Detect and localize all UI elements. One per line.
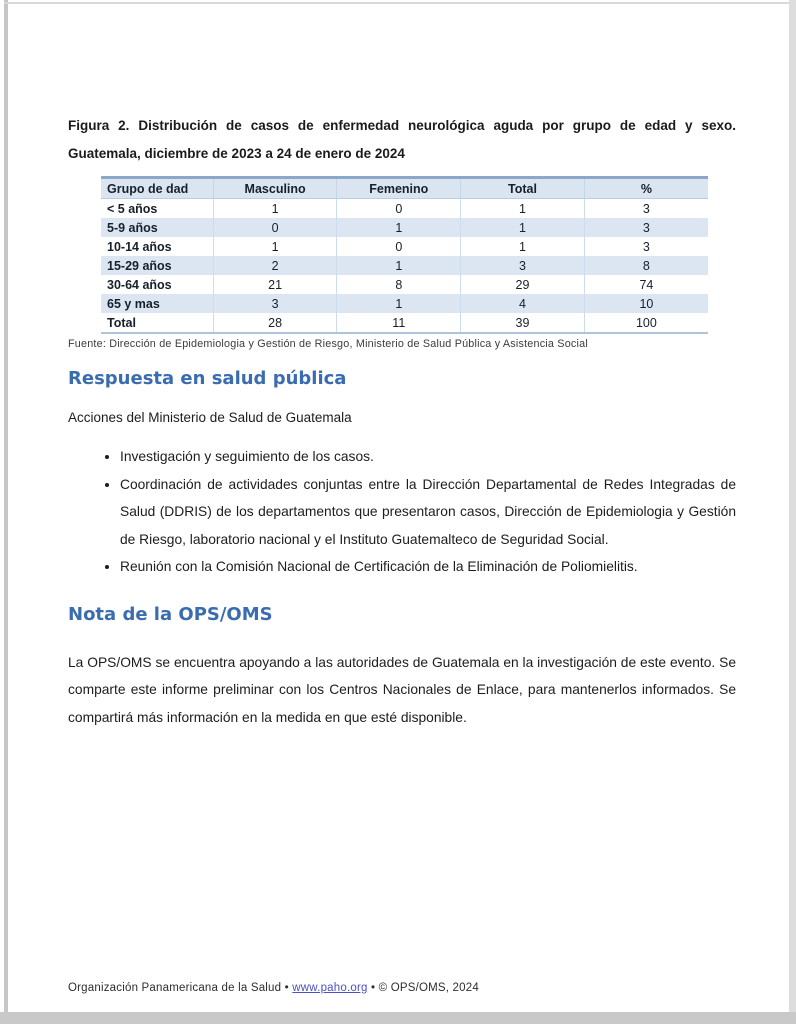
paho-link[interactable]: www.paho.org — [292, 982, 368, 994]
column-header-femenino: Femenino — [337, 178, 461, 199]
column-header-masculino: Masculino — [213, 178, 337, 199]
table-cell: 8 — [337, 275, 461, 294]
table-cell: 1 — [461, 237, 585, 256]
cases-table — [101, 176, 708, 334]
table-row — [101, 237, 708, 256]
document-page — [68, 0, 736, 731]
bullet-list — [68, 443, 736, 581]
table-cell: 3 — [584, 218, 708, 237]
table-row — [101, 275, 708, 294]
page-footer — [68, 982, 479, 994]
table-cell: 3 — [461, 256, 585, 275]
section-heading-respuesta: Respuesta en salud pública — [68, 368, 347, 389]
table-cell: 3 — [584, 199, 708, 219]
table-cell: 29 — [461, 275, 585, 294]
table-source: Fuente: Dirección de Epidemiologia y Gestión de Riesgo, Ministerio de Salud Pública y Asistencia Social — [68, 338, 588, 350]
table-cell: 15-29 años — [107, 258, 172, 273]
table-cell: 3 — [584, 237, 708, 256]
column-header-total: Total — [461, 178, 585, 199]
cases-table-wrapper — [101, 176, 708, 334]
table-cell: 65 y mas — [107, 296, 160, 311]
footer-copyright: © OPS/OMS, 2024 — [378, 982, 479, 994]
table-row — [101, 294, 708, 313]
table-cell: 5-9 años — [107, 220, 158, 235]
table-row — [101, 218, 708, 237]
table-cell: 21 — [213, 275, 337, 294]
figure-title: Figura 2. Distribución de casos de enfermedad neurológica aguda por grupo de edad y sexo. Guatemala, diciembre de 2023 a 24 de enero de 2024 — [68, 118, 736, 161]
table-row — [101, 256, 708, 275]
table-cell: 10-14 años — [107, 239, 172, 254]
table-header-row — [101, 178, 708, 199]
table-cell: 0 — [213, 218, 337, 237]
table-row-total — [101, 313, 708, 333]
table-cell: 8 — [584, 256, 708, 275]
column-header-percent: % — [584, 178, 708, 199]
page-edge-right — [789, 0, 796, 1024]
table-cell: 11 — [337, 313, 461, 333]
table-cell: 0 — [337, 199, 461, 219]
table-cell: 1 — [213, 237, 337, 256]
table-cell: 1 — [337, 294, 461, 313]
table-cell: 4 — [461, 294, 585, 313]
table-cell: 100 — [584, 313, 708, 333]
table-cell: Total — [107, 315, 136, 330]
footer-separator: • — [370, 982, 376, 994]
table-cell: 10 — [584, 294, 708, 313]
table-cell: 28 — [213, 313, 337, 333]
table-cell: 74 — [584, 275, 708, 294]
list-item: • Coordinación de actividades conjuntas entre la Dirección Departamental de Redes Integradas de Salud (DDRIS) de los departamentos que presentaron casos, Dirección de Epidemiologia y Gestión de Riesgo, laboratorio nacional y el Instituto Guatemalteco de Seguridad Social. — [120, 471, 736, 554]
footer-separator: • — [284, 982, 289, 994]
section-heading-nota: Nota de la OPS/OMS — [68, 603, 273, 625]
page-edge-bottom — [0, 1012, 796, 1024]
table-cell: 1 — [461, 218, 585, 237]
table-cell: 30-64 años — [107, 277, 172, 292]
table-cell: 39 — [461, 313, 585, 333]
table-row — [101, 199, 708, 219]
table-cell: 3 — [213, 294, 337, 313]
list-item: • Reunión con la Comisión Nacional de Certificación de la Eliminación de Poliomielitis. — [120, 553, 736, 581]
table-cell: 2 — [213, 256, 337, 275]
table-cell: 1 — [337, 256, 461, 275]
table-cell: 1 — [337, 218, 461, 237]
table-cell: 1 — [213, 199, 337, 219]
list-item: • Investigación y seguimiento de los casos. — [120, 443, 736, 471]
section-intro: Acciones del Ministerio de Salud de Guatemala — [68, 410, 352, 425]
column-header-grupo: Grupo de dad — [101, 178, 213, 199]
table-cell: 1 — [461, 199, 585, 219]
table-cell: 0 — [337, 237, 461, 256]
table-cell: < 5 años — [107, 201, 158, 216]
footer-org: Organización Panamericana de la Salud — [68, 982, 282, 994]
page-edge-left — [4, 0, 8, 1014]
note-paragraph: La OPS/OMS se encuentra apoyando a las autoridades de Guatemala en la investigación de este evento. Se comparte este informe preliminar con los Centros Nacionales de Enlace, para mantenerlos informados. Se compartirá más información en la medida en que esté disponible. — [68, 654, 736, 725]
